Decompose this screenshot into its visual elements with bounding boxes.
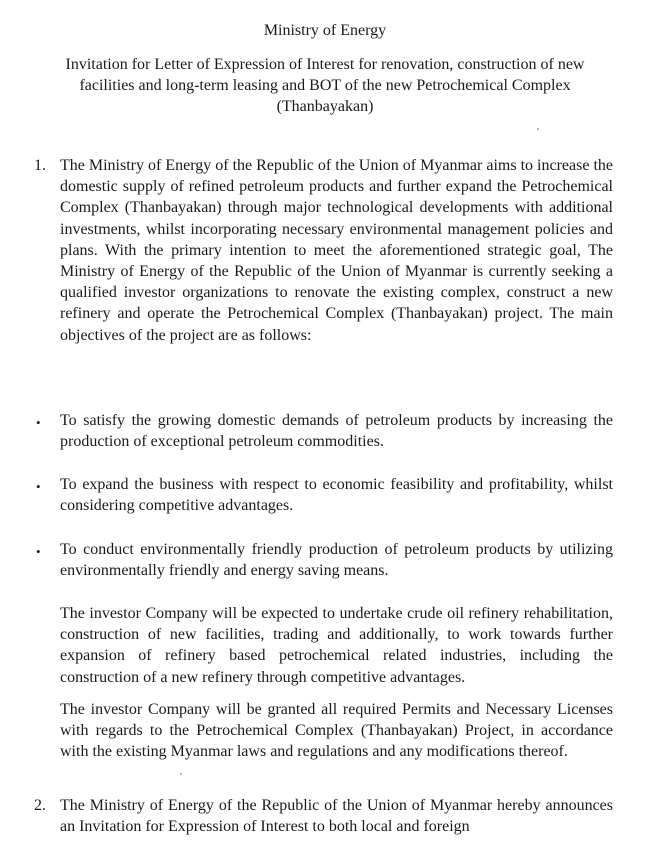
investor-obligations-paragraph: The investor Company will be expected to undertake crude oil refinery rehabilitation, construction of new facilities, trading and additionally, to work towards further expansion of refinery based petrochemical related industries, including the construction of a new refinery through competitive advantages. [60,605,613,686]
invitation-title-line-1: Invitation for Letter of Expression of Interest for renovation, construction of new [65,56,585,73]
invitation-title [0,54,650,117]
section-1-number: 1. [34,157,46,174]
objective-2-text: To expand the business with respect to economic feasibility and profitability, whilst considering competitive advantages. [60,476,613,515]
section-1-paragraph: The Ministry of Energy of the Republic of the Union of Myanmar aims to increase the domestic supply of refined petroleum products and further expand the Petrochemical Complex (Thanbayakan) through major technological developments with additional investments, whilst incorporating necessary environmental management policies and plans. With the primary intention to meet the aforementioned strategic goal, The Ministry of Energy of the Republic of the Union of Myanmar is currently seeking a qualified investor organizations to renovate the existing complex, construct a new refinery and operate the Petrochemical Complex (Thanbayakan) project. The main objectives of the project are as follows: [60,157,613,344]
invitation-title-line-2: facilities and long-term leasing and BOT of the new Petrochemical Complex [79,77,571,94]
invitation-title-line-3: (Thanbayakan) [276,98,374,115]
objective-3-bullet: • [36,544,41,559]
objective-3-text: To conduct environmentally friendly production of petroleum products by utilizing environmentally friendly and energy saving means. [60,541,613,580]
investor-permits-paragraph: The investor Company will be granted all required Permits and Necessary Licenses with regards to the Petrochemical Complex (Thanbayakan) Project, in accordance with the existing Myanmar laws and regulations and any modifications thereof. [60,701,613,761]
scan-speck [537,128,539,130]
objective-2-bullet: • [36,479,41,494]
objective-1-text: To satisfy the growing domestic demands of petroleum products by increasing the production of exceptional petroleum commodities. [60,412,613,451]
section-2-paragraph: The Ministry of Energy of the Republic of the Union of Myanmar hereby announces an Invitation for Expression of Interest to both local and foreign [60,797,613,836]
scan-speck [180,773,182,775]
section-2-number: 2. [34,797,46,814]
objective-1-bullet: • [36,415,41,430]
ministry-heading: Ministry of Energy [263,22,387,39]
